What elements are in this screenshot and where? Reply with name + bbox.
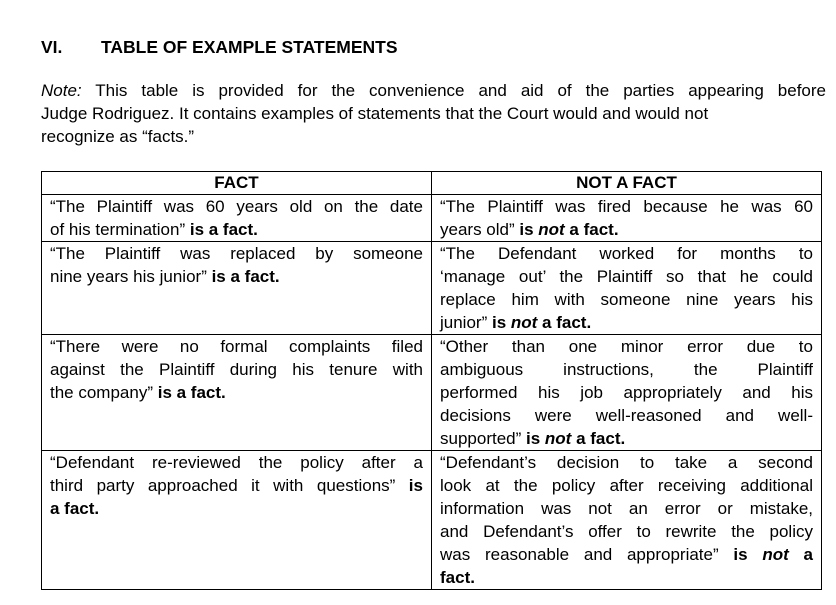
note-paragraph [41,79,826,148]
not-fact-cell: “Other than one minor error due to ambiguous instructions, the Plaintiff performed his job appropriately and his decisions were well-reasoned and well- supported” is not a fact. [432,335,822,451]
fact-verdict: a fact. [50,499,100,518]
fact-verdict: is a fact. [185,220,258,239]
table-row [42,195,822,242]
not-fact-verdict: is not a [718,545,813,564]
table-row [42,335,822,451]
note-line-3: recognize as “facts.” [41,127,195,146]
fact-cell: “Defendant re-reviewed the policy after a third party approached it with questions” is a fact. [42,451,432,590]
not-fact-cell: “Defendant’s decision to take a second look at the policy after receiving additional information was not an error or mistake, and Defendant’s offer to rewrite the policy was reasonable and appropriate” is not a fact. [432,451,822,590]
fact-cell: “The Plaintiff was 60 years old on the date of his termination” is a fact. [42,195,432,242]
note-label: Note: [41,81,82,100]
header-fact: FACT [42,172,432,195]
not-fact-verdict: fact. [440,568,475,587]
fact-cell: “There were no formal complaints filed against the Plaintiff during his tenure with the company” is a fact. [42,335,432,451]
fact-verdict: is a fact. [153,383,226,402]
section-title: TABLE OF EXAMPLE STATEMENTS [101,37,398,57]
note-line-2: Judge Rodriguez. It contains examples of statements that the Court would and would not [41,104,709,123]
not-fact-verdict: is not a fact. [487,313,592,332]
section-heading [41,37,398,58]
fact-verdict: is a fact. [206,267,280,286]
header-not-a-fact: NOT A FACT [432,172,822,195]
not-fact-verdict: is not a fact. [521,429,626,448]
table-row [42,242,822,335]
table-header-row [42,172,822,195]
fact-verdict: is [395,476,423,495]
not-fact-verdict: is not a fact. [514,220,619,239]
not-fact-cell: “The Plaintiff was fired because he was 60 years old” is not a fact. [432,195,822,242]
not-fact-cell: “The Defendant worked for months to ‘manage out’ the Plaintiff so that he could replace him with someone nine years his junior” is not a fact. [432,242,822,335]
fact-cell: “The Plaintiff was replaced by someone nine years his junior” is a fact. [42,242,432,335]
example-statements-table [41,171,822,590]
table-row [42,451,822,590]
section-number: VI. [41,37,63,57]
note-line-1: Note: This table is provided for the convenience and aid of the parties appearing before [41,81,826,100]
